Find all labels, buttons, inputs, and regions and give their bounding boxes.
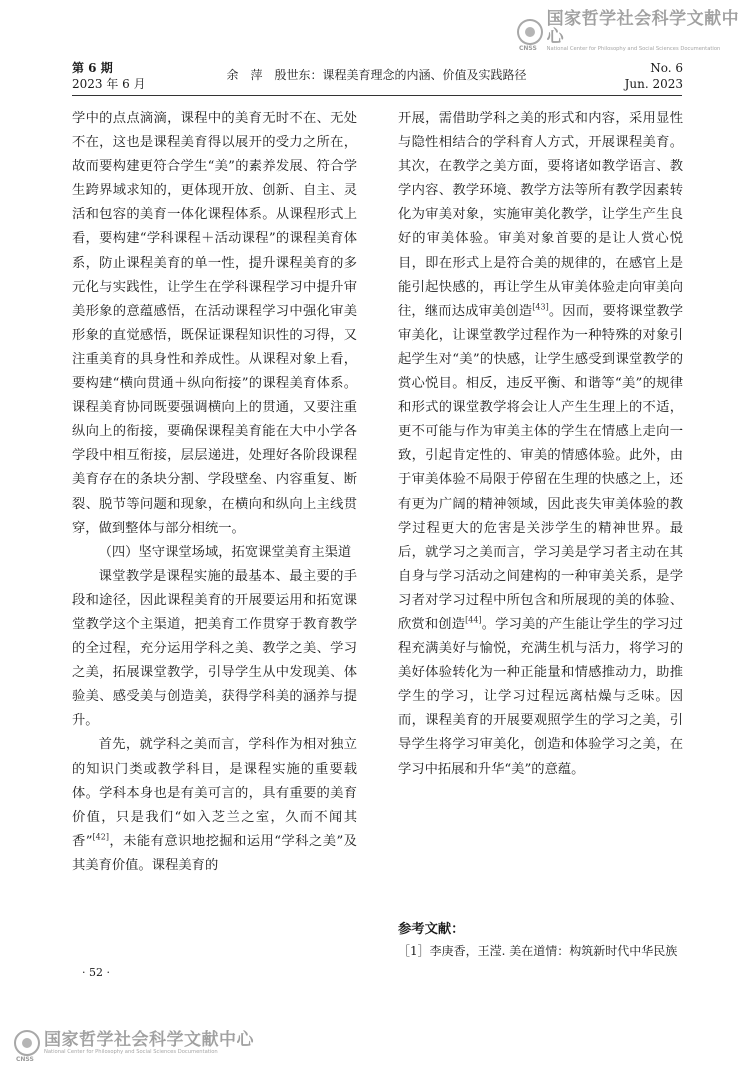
- paragraph: 学中的点点滴滴，课程中的美育无时不在、无处不在，这也是课程美育得以展开的受力之所在，故而要构建更符合学生“美”的素养发展、符合学生跨界域求知的，更体现开放、创新、自主、灵活和包容的美育一体化课程体系。从课程形式上看，要构建“学科课程＋活动课程”的课程美育体系，防止课程美育的单一性，提升课程美育的多元化与实践性，让学生在学科课程学习中提升审美形象的意蕴感悟，在活动课程学习中强化审美形象的直觉感悟，既保证课程知识性的习得，又注重美育的具身性和养成性。从课程对象上看，要构建“横向贯通＋纵向衔接”的课程美育体系。课程美育协同既要强调横向上的贯通，又要注重纵向上的衔接，要确保课程美育能在大中小学各学段中相互衔接，层层递进，处理好各阶段课程美育存在的条块分割、学段壁垒、内容重复、断裂、脱节等问题和现象，在横向和纵向上主线贯穿，做到整体与部分相统一。: [72, 111, 357, 536]
- issue-cn: 第 6 期: [72, 61, 113, 75]
- references-title: 参考文献：: [398, 922, 465, 937]
- citation: [43]: [532, 302, 549, 312]
- watermark-name-en: National Center for Philosophy and Social Sciences Documentation: [44, 1048, 218, 1055]
- reference-item: ［1］李庚香，王滢. 美在道情：构筑新时代中华民族: [398, 944, 678, 958]
- watermark-logo-bottom: [14, 1029, 254, 1063]
- date-cn: 2023 年 6 月: [72, 77, 146, 91]
- left-column: [72, 107, 357, 878]
- date-en: Jun. 2023: [624, 77, 683, 91]
- paragraph: 首先，就学科之美而言，学科作为相对独立的知识门类或教学科目，是课程实施的重要载体。学科本身也是有美可言的，具有重要的美育价值，只是我们“如入芝兰之室，久而不闻其香”[42]，未能有意识地挖掘和运用“学科之美”及其美育价值。课程美育的: [72, 737, 357, 873]
- paragraph: 开展，需借助学科之美的形式和内容，采用显性与隐性相结合的学科育人方式，开展课程美育。其次，在教学之美方面，要将诸如教学语言、教学内容、教学环境、教学方法等所有教学因素转化为审美对象，实施审美化教学，让学生产生良好的审美体验。审美对象首要的是让人赏心悦目，即在形式上是符合美的规律的，在感官上是能引起快感的，再让学生从审美体验走向审美向往，继而达成审美创造[43]。因而，要将课堂教学审美化，让课堂教学过程作为一种特殊的对象引起学生对“美”的快感，让学生感受到课堂教学的赏心悦目。相反，违反平衡、和谐等“美”的规律和形式的课堂教学将会让人产生生理上的不适，更不可能与作为审美主体的学生在情感上走向一致，引起肯定性的、审美的情感体验。此外，由于审美体验不局限于停留在生理的快感之上，还有更为广阔的精神领域，因此丧失审美体验的教学过程更大的危害是关涉学生的精神世界。最后，就学习之美而言，学习美是学习者主动在其自身与学习活动之间建构的一种审美关系，是学习者对学习过程中所包含和所展现的美的体验、欣赏和创造[44]。学习美的产生能让学生的学习过程充满美好与愉悦，充满生机与活力，将学习的美好体验转化为一种正能量和情感推动力，助推学生的学习，让学习过程远离枯燥与乏味。因而，课程美育的开展要观照学生的学习之美，引导学生将学习审美化，创造和体验学习之美，在学习中拓展和升华“美”的意蕴。: [398, 111, 684, 777]
- page-number: · 52 ·: [82, 966, 110, 979]
- watermark-name-en: National Center for Philosophy and Social Sciences Documentation: [546, 46, 721, 52]
- header-issue-en: [625, 60, 683, 92]
- seal-icon: CNSS: [517, 19, 543, 45]
- watermark-logo-top: [517, 10, 753, 53]
- citation: [42]: [92, 832, 109, 842]
- right-column: [398, 107, 683, 782]
- watermark-name-cn: 国家哲学社会科学文献中心: [546, 9, 740, 47]
- header-rule: [72, 95, 682, 96]
- issue-en: No. 6: [650, 61, 683, 75]
- watermark-name-cn: 国家哲学社会科学文献中心: [44, 1029, 254, 1050]
- section-heading: （四）坚守课堂场域，拓宽课堂美育主渠道: [98, 544, 352, 560]
- running-title: 余 萍 殷世东：课程美育理念的内涵、价值及实践路径: [226, 68, 527, 82]
- citation: [44]: [465, 615, 482, 625]
- seal-icon: CNSS: [14, 1030, 40, 1056]
- paragraph: 课堂教学是课程实施的最基本、最主要的手段和途径，因此课程美育的开展要运用和拓宽课堂教学这个主渠道，把美育工作贯穿于教育教学的全过程，充分运用学科之美、教学之美、学习之美，拓展课堂教学，引导学生从中发现美、体验美、感受美与创造美，获得学科美的涵养与提升。: [72, 568, 357, 729]
